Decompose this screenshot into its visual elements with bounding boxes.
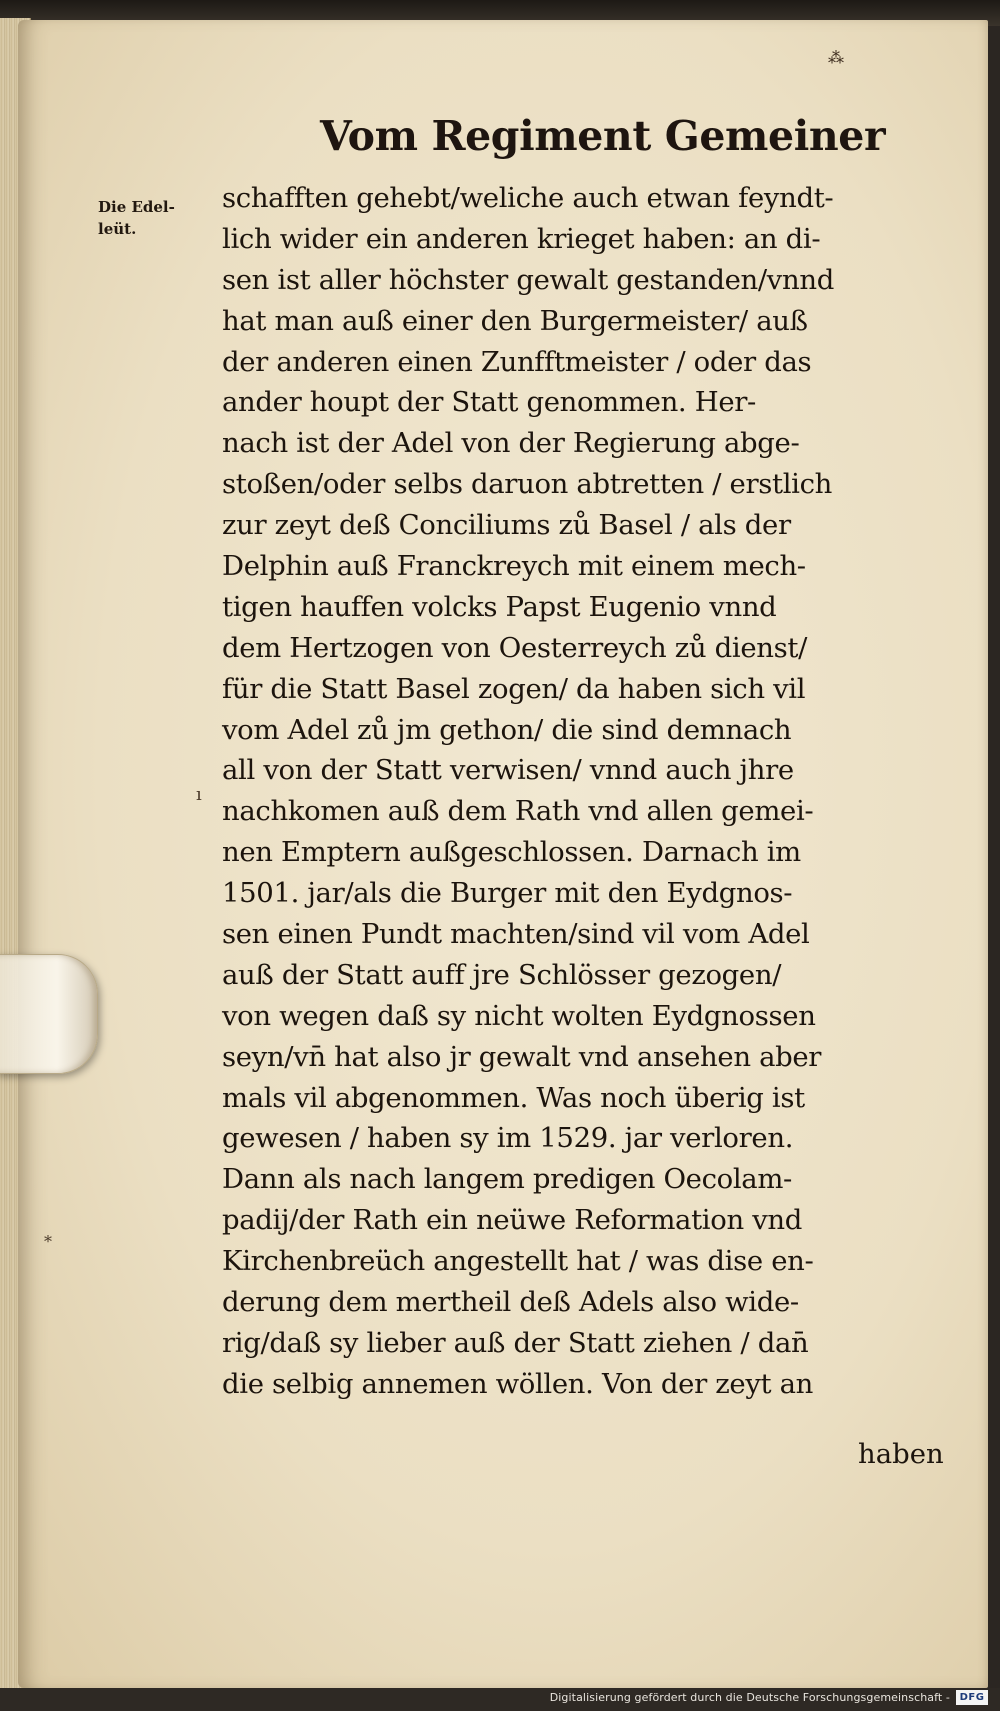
text-line: seyn/vn̄ hat also jr gewalt vnd ansehen aber — [222, 1040, 822, 1073]
text-line: auß der Statt auff jre Schlösser gezogen/ — [222, 958, 782, 991]
text-line: für die Statt Basel zogen/ da haben sich vil — [222, 672, 806, 705]
text-line: gewesen / haben sy im 1529. jar verloren. — [222, 1122, 794, 1155]
text-line: lich wider ein anderen krieget haben: an di- — [222, 222, 821, 255]
text-line: sen einen Pundt machten/sind vil vom Adel — [222, 918, 810, 951]
running-head: Vom Regiment Gemeiner — [320, 112, 886, 160]
text-line: der anderen einen Zunfftmeister / oder das — [222, 345, 812, 378]
text-line: stoßen/oder selbs daruon abtretten / erstlich — [222, 468, 833, 501]
text-line: mals vil abgenommen. Was noch überig ist — [222, 1081, 805, 1114]
text-line: hat man auß einer den Burgermeister/ auß — [222, 304, 808, 337]
book-clasp-tab — [0, 954, 98, 1074]
text-line: Kirchenbreüch angestellt hat / was dise en- — [222, 1245, 814, 1278]
text-line: nach ist der Adel von der Regierung abge- — [222, 427, 800, 460]
text-line: tigen hauffen volcks Papst Eugenio vnnd — [222, 590, 777, 623]
text-line: die selbig annemen wöllen. Von der zeyt an — [222, 1367, 813, 1400]
text-line: vom Adel zů jm gethon/ die sind demnach — [222, 713, 792, 746]
margin-stroke-mark: ı — [196, 784, 202, 805]
text-line: nen Emptern außgeschlossen. Darnach im — [222, 836, 801, 869]
body-text — [222, 178, 962, 1405]
text-line: all von der Statt verwisen/ vnnd auch jhre — [222, 754, 794, 787]
text-line: sen ist aller höchster gewalt gestanden/vnnd — [222, 263, 834, 296]
text-line: Delphin auß Franckreych mit einem mech- — [222, 550, 806, 583]
marginal-note-line: leüt. — [98, 220, 137, 238]
text-line: derung dem mertheil deß Adels also wide- — [222, 1286, 799, 1319]
text-line: ander houpt der Statt genommen. Her- — [222, 386, 757, 419]
text-line: 1501. jar/als die Burger mit den Eydgnos- — [222, 877, 793, 910]
marginal-note — [98, 196, 218, 240]
funding-note: Digitalisierung gefördert durch die Deutsche Forschungsgemeinschaft - — [549, 1691, 950, 1704]
text-line: Dann als nach langem predigen Oecolam- — [222, 1163, 793, 1196]
text-line: von wegen daß sy nicht wolten Eydgnossen — [222, 999, 816, 1032]
text-line: rig/daß sy lieber auß der Statt ziehen / dan̄ — [222, 1326, 809, 1359]
marginal-note-line: Die Edel- — [98, 198, 175, 216]
text-line: dem Hertzogen von Oesterreych zů dienst/ — [222, 631, 808, 664]
dfg-logo: DFG — [956, 1690, 988, 1705]
folio-mark: ⁂ — [828, 48, 844, 67]
text-line: nachkomen auß dem Rath vnd allen gemei- — [222, 795, 814, 828]
text-line: zur zeyt deß Conciliums zů Basel / als der — [222, 509, 791, 542]
text-line: padij/der Rath ein neüwe Reformation vnd — [222, 1204, 803, 1237]
margin-asterisk-mark: * — [44, 1232, 52, 1251]
catchword: haben — [858, 1438, 944, 1470]
text-line: schafften gehebt/weliche auch etwan feyndt- — [222, 182, 834, 214]
